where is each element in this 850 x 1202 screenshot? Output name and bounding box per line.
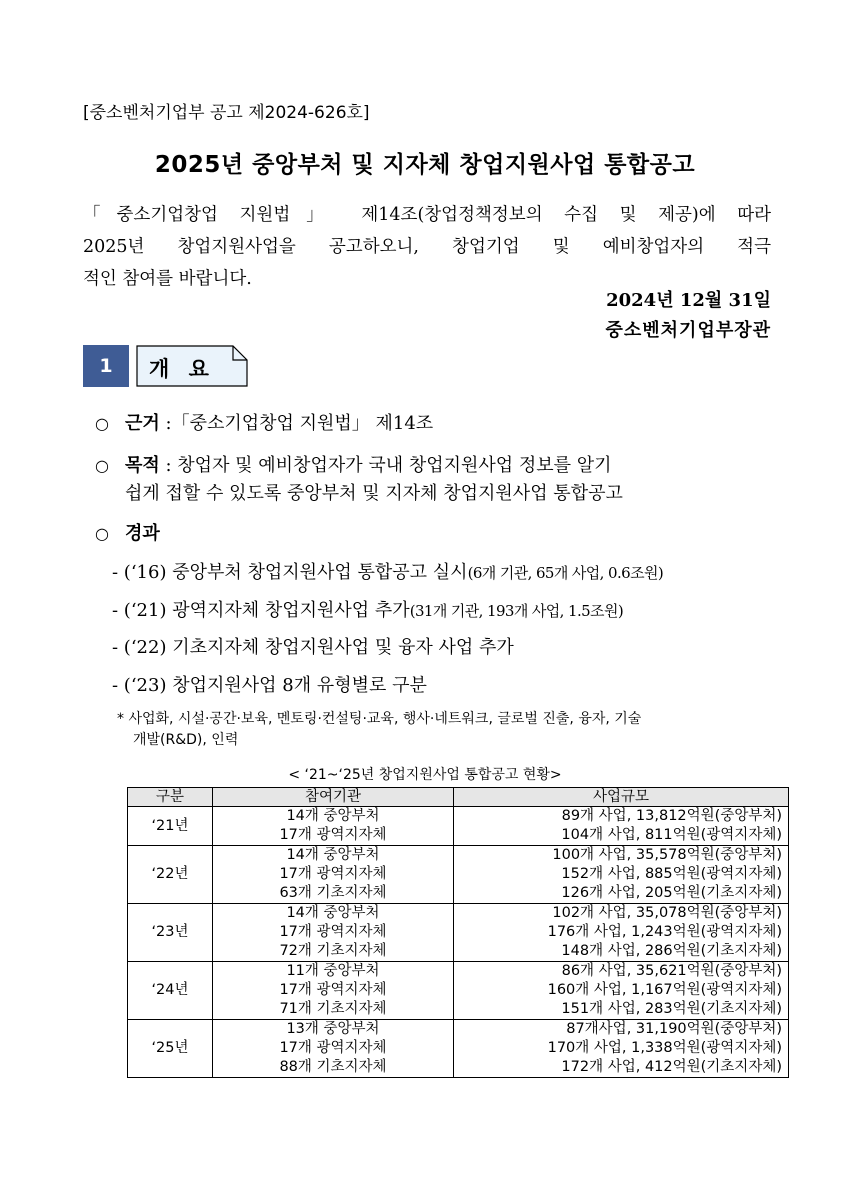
scale-cell [454,962,789,1020]
history-entry-main: - (‘21) 광역지자체 창업지원사업 추가 [112,600,410,621]
table-header-row [128,788,789,807]
org-line: 71개 기초지자체 [279,1001,387,1017]
history-entry-detail: (31개 기관, 193개 사업, 1.5조원) [409,602,624,620]
table-row [128,807,789,846]
scale-line: 89개 사업, 13,812억원(중앙부처) [561,808,782,824]
footnote: * 사업화, 시설·공간·보육, 멘토링·컨설팅·교육, 행사·네트워크, 글로벌 진출, 융자, 기술 [117,711,642,727]
org-line: 14개 중앙부처 [286,905,380,921]
org-line: 63개 기초지자체 [279,885,387,901]
basis-item [95,409,433,435]
org-line: 72개 기초지자체 [279,943,387,959]
scale-line: 87개사업, 31,190억원(중앙부처) [566,1021,782,1037]
scale-cell [454,904,789,962]
basis-label: 근거 [125,413,160,434]
history-entry-main: - (‘16) 중앙부처 창업지원사업 통합공고 실시 [112,562,468,583]
year-cell: ‘21년 [128,807,213,846]
history-entry-main: - (‘22) 기초지자체 창업지원사업 및 융자 사업 추가 [112,637,514,658]
intro-line: 2025년 창업지원사업을 공고하오니, 창업기업 및 예비창업자의 적극 [83,237,771,257]
org-cell [213,904,454,962]
history-item [95,519,160,545]
org-line: 88개 기초지자체 [279,1059,387,1075]
scale-line: 176개 사업, 1,243억원(광역지자체) [547,924,782,940]
org-cell [213,962,454,1020]
column-header: 사업규모 [454,788,789,807]
org-line: 14개 중앙부처 [286,808,380,824]
column-header: 참여기관 [213,788,454,807]
section-number-badge: 1 [83,345,129,387]
scale-line: 102개 사업, 35,078억원(중앙부처) [552,905,782,921]
intro-paragraph [83,199,771,295]
org-line: 17개 광역지자체 [279,827,387,843]
bullet-circle-icon: ○ [95,524,109,543]
table-row [128,962,789,1020]
scale-line: 151개 사업, 283억원(기초지자체) [561,1001,782,1017]
intro-line: 적인 참여를 바랍니다. [83,269,252,289]
org-line: 17개 광역지자체 [279,1040,387,1056]
history-entry [112,633,514,659]
bullet-circle-icon: ○ [95,456,109,475]
org-line: 14개 중앙부처 [286,847,380,863]
notice-number: [중소벤처기업부 공고 제2024-626호] [83,103,370,123]
footnote-continued: 개발(R&D), 인력 [133,732,239,748]
issuer-name: 중소벤처기업부장관 [605,320,771,341]
history-entry [112,558,663,584]
table-row [128,1020,789,1078]
table-row [128,846,789,904]
org-cell [213,846,454,904]
purpose-item [95,451,612,477]
history-entry-main: - (‘23) 창업지원사업 8개 유형별로 구분 [112,675,427,696]
scale-line: 148개 사업, 286억원(기초지자체) [561,943,782,959]
basis-text: :「중소기업창업 지원법」 제14조 [159,413,434,434]
year-cell: ‘22년 [128,846,213,904]
scale-line: 172개 사업, 412억원(기초지자체) [561,1059,782,1075]
scale-line: 104개 사업, 811억원(광역지자체) [561,827,782,843]
scale-cell [454,1020,789,1078]
page-title: 2025년 중앙부처 및 지자체 창업지원사업 통합공고 [154,152,696,178]
org-line: 17개 광역지자체 [279,982,387,998]
scale-line: 152개 사업, 885억원(광역지자체) [561,866,782,882]
scale-line: 170개 사업, 1,338억원(광역지자체) [547,1040,782,1056]
history-entry-detail: (6개 기관, 65개 사업, 0.6조원) [467,564,664,582]
scale-line: 160개 사업, 1,167억원(광역지자체) [547,982,782,998]
status-table [127,787,789,1078]
table-caption: < ‘21~‘25년 창업지원사업 통합공고 현황> [288,767,562,783]
org-cell [213,1020,454,1078]
scale-cell [454,807,789,846]
org-line: 17개 광역지자체 [279,924,387,940]
org-line: 13개 중앙부처 [286,1021,380,1037]
scale-line: 100개 사업, 35,578억원(중앙부처) [552,847,782,863]
org-cell [213,807,454,846]
year-cell: ‘23년 [128,904,213,962]
history-label: 경과 [125,523,160,544]
history-entry [112,596,623,622]
purpose-label: 목적 [125,455,160,476]
org-line: 17개 광역지자체 [279,866,387,882]
purpose-text: : 창업자 및 예비창업자가 국내 창업지원사업 정보를 알기 [159,455,612,476]
scale-line: 86개 사업, 35,621억원(중앙부처) [561,963,782,979]
column-header: 구분 [128,788,213,807]
purpose-text-continued: 쉽게 접할 수 있도록 중앙부처 및 지자체 창업지원사업 통합공고 [125,483,623,504]
bullet-circle-icon: ○ [95,414,109,433]
year-cell: ‘25년 [128,1020,213,1078]
section-title: 개 요 [149,357,215,381]
year-cell: ‘24년 [128,962,213,1020]
scale-cell [454,846,789,904]
org-line: 11개 중앙부처 [286,963,380,979]
intro-line: 「중소기업창업 지원법」 제14조(창업정책정보의 수집 및 제공)에 따라 [83,205,771,225]
notice-date: 2024년 12월 31일 [606,290,771,311]
scale-line: 126개 사업, 205억원(기초지자체) [561,885,782,901]
table-row [128,904,789,962]
history-entry [112,671,427,697]
